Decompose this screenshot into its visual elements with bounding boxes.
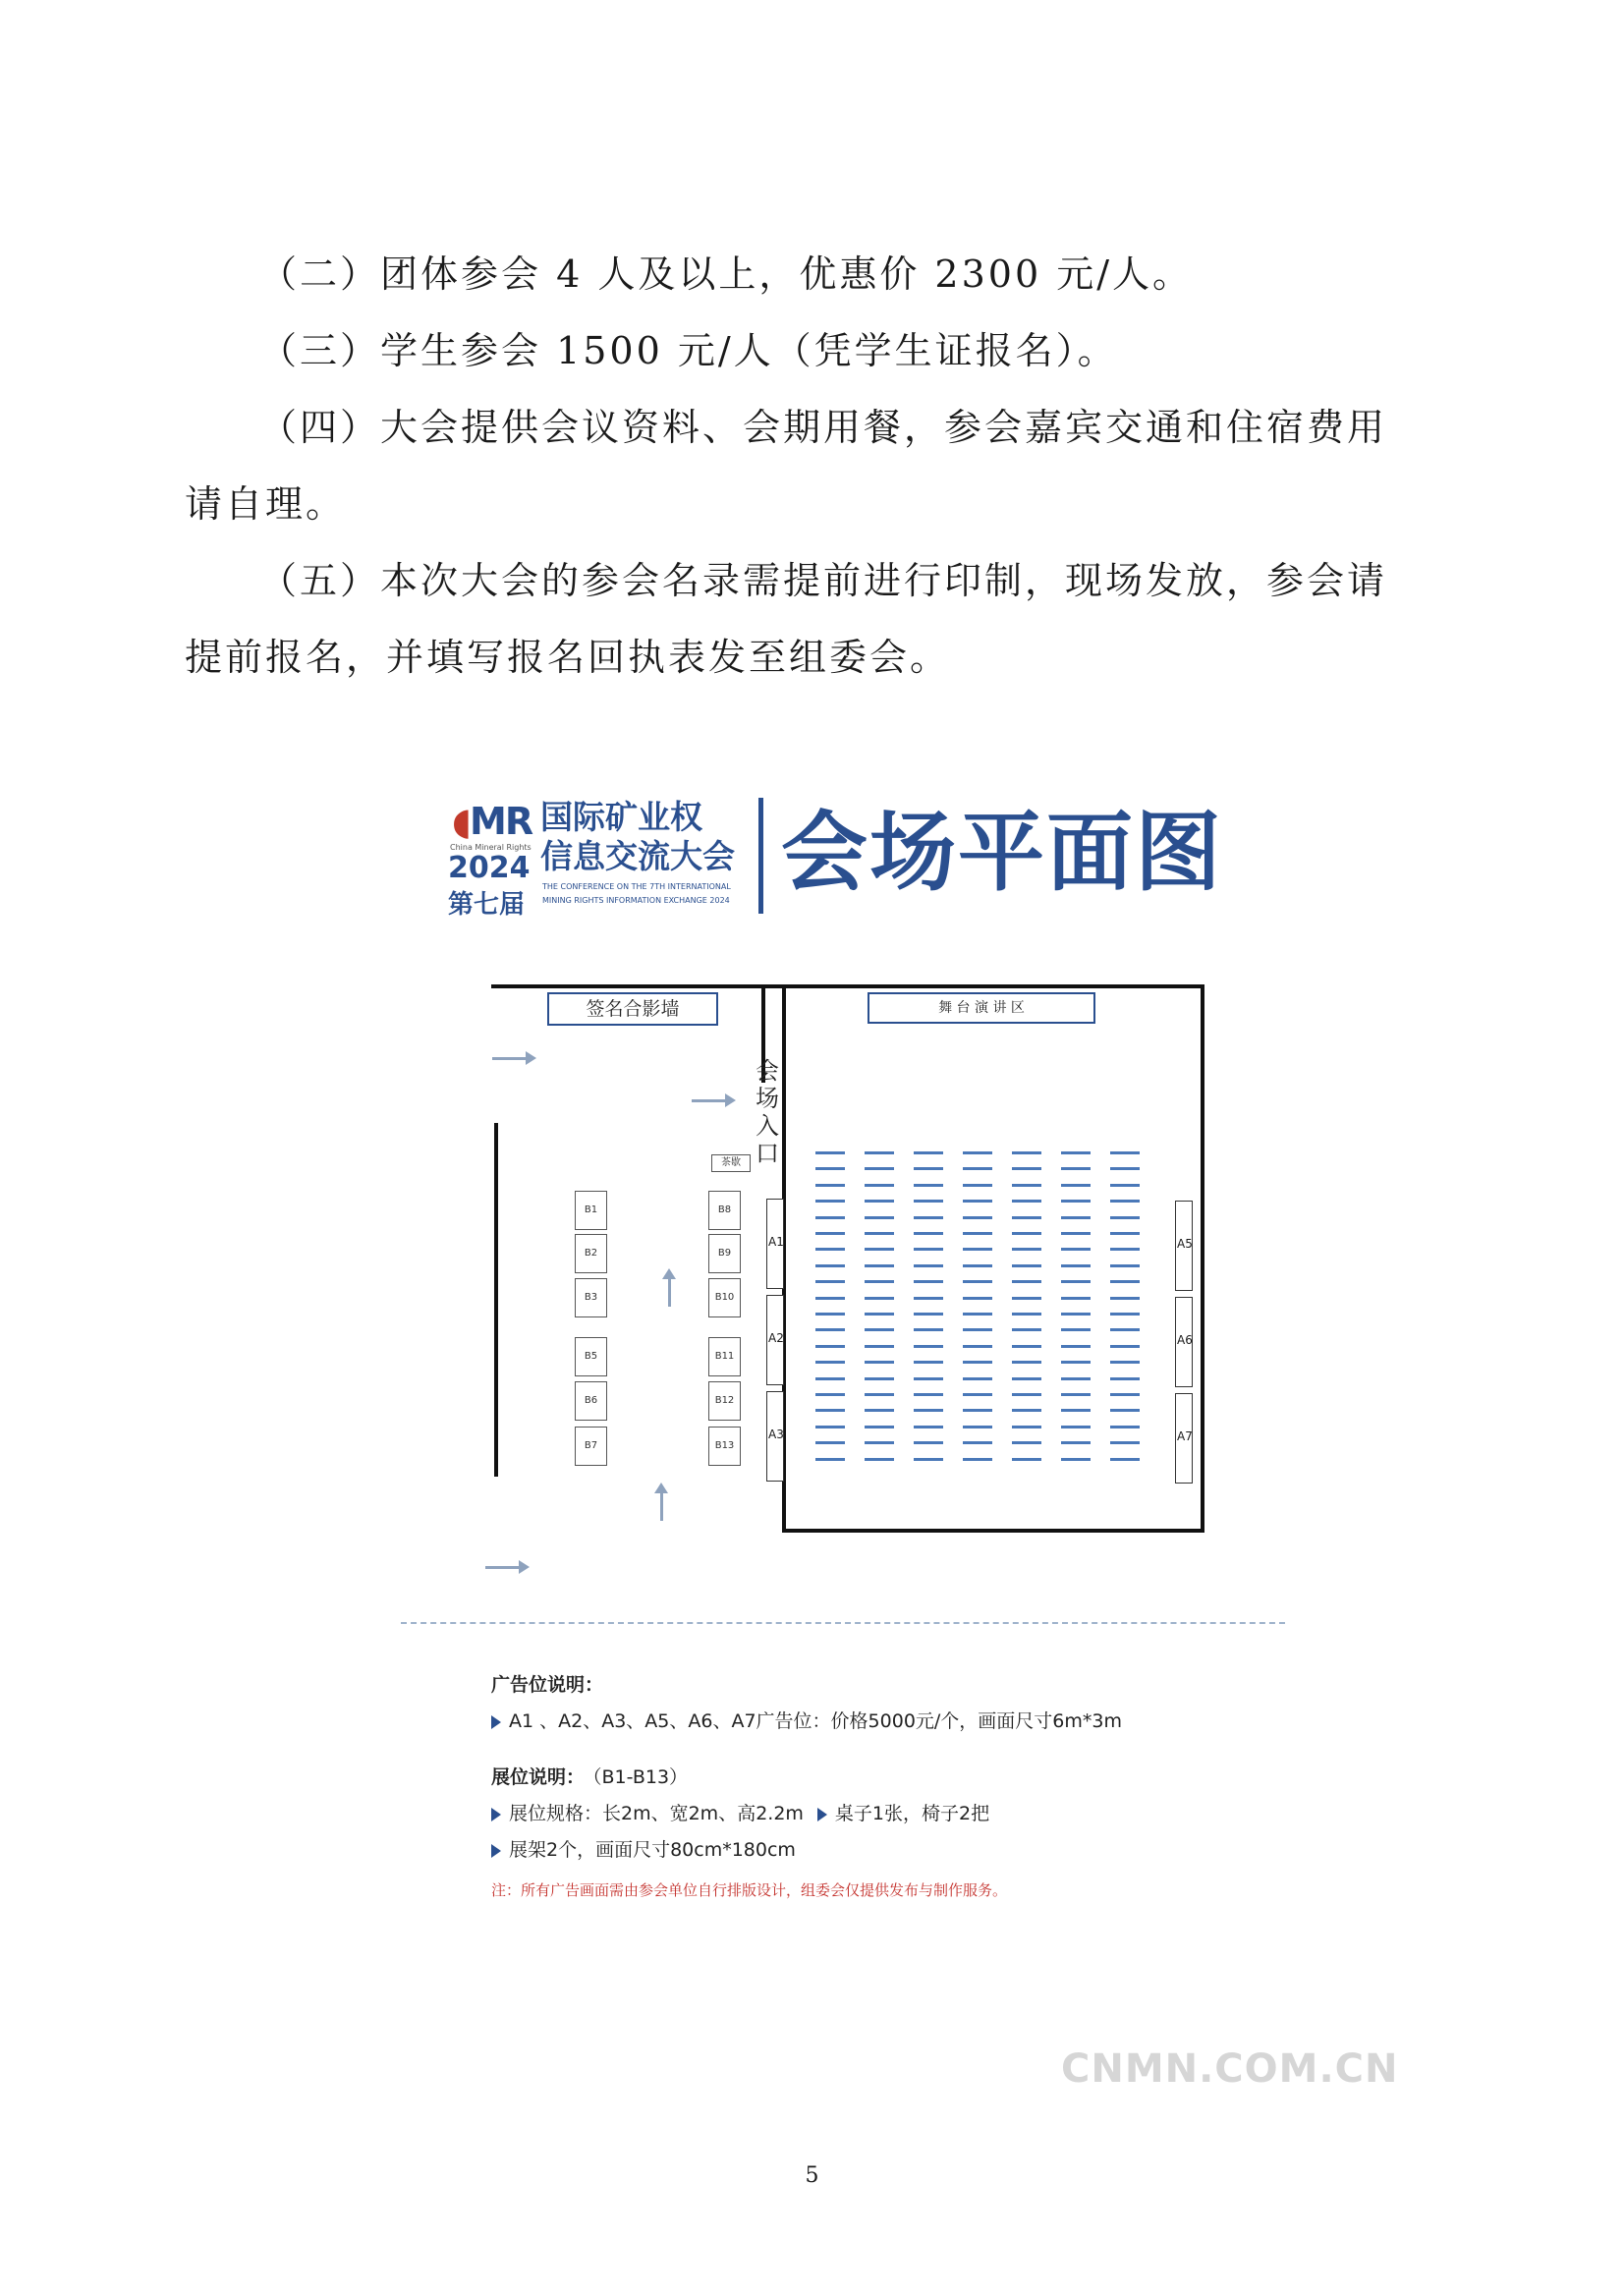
seat-row xyxy=(963,1232,992,1235)
paragraph-registration: （五）本次大会的参会名录需提前进行印制，现场发放，参会请提前报名，并填写报名回执表发至组委会。 xyxy=(185,559,1388,679)
floorplan-title: 会场平面图 xyxy=(781,802,1224,903)
seat-row xyxy=(963,1280,992,1283)
seat-row xyxy=(963,1184,992,1187)
seat-row xyxy=(914,1328,943,1331)
watermark: CNMN.COM.CN xyxy=(1061,2046,1399,2092)
entrance-label: 会场入口 xyxy=(756,1057,779,1167)
seat-row xyxy=(1061,1361,1091,1364)
seat-row xyxy=(963,1248,992,1251)
ad-panel-a7: A7 xyxy=(1175,1393,1193,1484)
seat-row xyxy=(914,1345,943,1348)
tea-break-label: 茶歇 xyxy=(711,1154,751,1172)
seat-row xyxy=(1061,1297,1091,1300)
seat-row xyxy=(963,1328,992,1331)
seat-row xyxy=(815,1248,845,1251)
seat-row xyxy=(815,1393,845,1396)
seat-row xyxy=(1061,1200,1091,1203)
seat-row xyxy=(1110,1393,1140,1396)
bullet-triangle-icon xyxy=(491,1808,501,1821)
conference-name: 国际矿业权 信息交流大会 xyxy=(540,798,735,875)
seat-row xyxy=(815,1232,845,1235)
booth-heading-row: 展位说明： （B1-B13） xyxy=(491,1766,689,1788)
seat-row xyxy=(865,1248,894,1251)
seat-row xyxy=(1110,1458,1140,1461)
seat-row xyxy=(865,1361,894,1364)
seat-row xyxy=(865,1216,894,1219)
seat-row xyxy=(914,1313,943,1316)
seat-row xyxy=(963,1200,992,1203)
seat-row xyxy=(1110,1184,1140,1187)
seat-row xyxy=(963,1426,992,1428)
seat-row xyxy=(914,1426,943,1428)
seat-row xyxy=(1012,1426,1041,1428)
seat-row xyxy=(815,1361,845,1364)
ad-panel-a1: A1 xyxy=(766,1199,784,1289)
remark-note: 注：所有广告画面需由参会单位自行排版设计，组委会仅提供发布与制作服务。 xyxy=(491,1881,1008,1899)
hall-wall-top xyxy=(782,984,1204,988)
logo-session: 第七届 xyxy=(448,890,526,920)
seat-row xyxy=(1110,1426,1140,1428)
seat-row xyxy=(914,1393,943,1396)
seat-row xyxy=(963,1393,992,1396)
seat-row xyxy=(865,1151,894,1154)
seat-row xyxy=(1012,1151,1041,1154)
seat-row xyxy=(1110,1313,1140,1316)
ad-panel-a2: A2 xyxy=(766,1295,784,1385)
seat-row xyxy=(963,1313,992,1316)
seat-row xyxy=(963,1216,992,1219)
seat-row xyxy=(865,1377,894,1380)
hall-wall-right xyxy=(1201,984,1204,1533)
seat-row xyxy=(914,1441,943,1444)
seat-row xyxy=(1012,1441,1041,1444)
ad-item: A1 、A2、A3、A5、A6、A7广告位：价格5000元/个，画面尺寸6m*3m xyxy=(491,1707,1277,1733)
seat-row xyxy=(1012,1458,1041,1461)
seat-row xyxy=(865,1167,894,1170)
seat-row xyxy=(865,1184,894,1187)
seat-row xyxy=(865,1297,894,1300)
wall-left xyxy=(494,1123,498,1477)
seat-row xyxy=(1061,1216,1091,1219)
wall-top-left xyxy=(491,984,786,988)
booth-spec-row: 展位规格：长2m、宽2m、高2.2m 桌子1张，椅子2把 xyxy=(491,1799,1277,1825)
seat-row xyxy=(914,1151,943,1154)
seat-row xyxy=(1012,1216,1041,1219)
seat-row xyxy=(1061,1458,1091,1461)
stage-label: 舞 台 演 讲 区 xyxy=(868,992,1095,1024)
seat-row xyxy=(914,1297,943,1300)
seat-row xyxy=(963,1377,992,1380)
seat-row xyxy=(815,1313,845,1316)
section-divider xyxy=(401,1622,1285,1624)
seat-row xyxy=(914,1216,943,1219)
seat-row xyxy=(1061,1393,1091,1396)
seat-row xyxy=(865,1200,894,1203)
seat-row xyxy=(1110,1377,1140,1380)
seat-row xyxy=(815,1151,845,1154)
logo-year: 2024 xyxy=(448,851,531,885)
booth-rack-row: 展架2个，画面尺寸80cm*180cm xyxy=(491,1835,1277,1862)
booth-b3: B3 xyxy=(575,1278,607,1317)
bullet-triangle-icon xyxy=(491,1844,501,1858)
seat-row xyxy=(815,1441,845,1444)
ad-heading: 广告位说明： xyxy=(491,1674,604,1696)
seat-row xyxy=(1110,1167,1140,1170)
booth-b11: B11 xyxy=(708,1337,741,1376)
seat-row xyxy=(1012,1345,1041,1348)
seat-row xyxy=(1110,1264,1140,1267)
seat-row xyxy=(1012,1167,1041,1170)
seat-row xyxy=(1110,1280,1140,1283)
seat-row xyxy=(963,1264,992,1267)
seat-row xyxy=(1061,1280,1091,1283)
seat-row xyxy=(815,1377,845,1380)
seat-row xyxy=(1012,1361,1041,1364)
seat-row xyxy=(1061,1184,1091,1187)
ad-panel-a6: A6 xyxy=(1175,1297,1193,1387)
header-divider xyxy=(758,798,763,914)
seat-row xyxy=(914,1232,943,1235)
seat-row xyxy=(815,1216,845,1219)
seat-row xyxy=(1061,1441,1091,1444)
seat-row xyxy=(1061,1377,1091,1380)
seat-row xyxy=(914,1200,943,1203)
booth-b8: B8 xyxy=(708,1191,741,1230)
paragraph-student-price: （三）学生参会 1500 元/人（凭学生证报名）。 xyxy=(259,329,1118,372)
seat-row xyxy=(815,1184,845,1187)
seat-row xyxy=(1012,1377,1041,1380)
seat-row xyxy=(1012,1184,1041,1187)
seat-row xyxy=(1110,1216,1140,1219)
seat-row xyxy=(1110,1441,1140,1444)
page-number: 5 xyxy=(805,2163,819,2188)
hall-wall-bottom xyxy=(782,1529,1204,1533)
arrow-up-icon xyxy=(668,1277,671,1307)
seat-row xyxy=(815,1297,845,1300)
booth-b5: B5 xyxy=(575,1337,607,1376)
seat-row xyxy=(914,1167,943,1170)
seat-row xyxy=(914,1280,943,1283)
paragraph-materials: （四）大会提供会议资料、会期用餐，参会嘉宾交通和住宿费用请自理。 xyxy=(185,406,1388,526)
conference-name-en: THE CONFERENCE ON THE 7TH INTERNATIONAL MINING RIGHTS INFORMATION EXCHANGE 2024 xyxy=(542,882,731,905)
seat-row xyxy=(815,1200,845,1203)
booth-b7: B7 xyxy=(575,1427,607,1466)
seat-row xyxy=(1061,1409,1091,1412)
ad-panel-a5: A5 xyxy=(1175,1201,1193,1291)
seat-row xyxy=(963,1458,992,1461)
seat-row xyxy=(1012,1328,1041,1331)
seat-row xyxy=(914,1377,943,1380)
seat-row xyxy=(963,1409,992,1412)
booth-b1: B1 xyxy=(575,1191,607,1230)
seat-row xyxy=(1110,1328,1140,1331)
logo-subtext: China Mineral Rights xyxy=(450,843,532,852)
seat-row xyxy=(914,1264,943,1267)
seat-row xyxy=(1110,1297,1140,1300)
seat-row xyxy=(1012,1409,1041,1412)
booth-b12: B12 xyxy=(708,1381,741,1421)
seat-row xyxy=(963,1167,992,1170)
seat-row xyxy=(815,1426,845,1428)
seat-row xyxy=(865,1458,894,1461)
seat-row xyxy=(1061,1328,1091,1331)
booth-b9: B9 xyxy=(708,1234,741,1273)
conference-logo: ◖MR xyxy=(452,800,532,843)
seat-row xyxy=(865,1393,894,1396)
seat-row xyxy=(865,1426,894,1428)
floorplan-header xyxy=(442,786,1238,924)
seat-row xyxy=(815,1458,845,1461)
seat-row xyxy=(1061,1426,1091,1428)
seat-row xyxy=(1061,1167,1091,1170)
seat-row xyxy=(1012,1280,1041,1283)
seat-row xyxy=(963,1361,992,1364)
seat-row xyxy=(963,1441,992,1444)
notes-section xyxy=(491,1670,1277,1900)
seat-row xyxy=(865,1264,894,1267)
seat-row xyxy=(865,1441,894,1444)
ad-panel-a3: A3 xyxy=(766,1391,784,1482)
seat-row xyxy=(1110,1409,1140,1412)
seat-row xyxy=(914,1361,943,1364)
seat-row xyxy=(1110,1345,1140,1348)
bullet-triangle-icon xyxy=(491,1715,501,1729)
seat-row xyxy=(914,1248,943,1251)
seat-row xyxy=(914,1184,943,1187)
arrow-right-icon xyxy=(492,1057,528,1060)
arrow-right-icon xyxy=(485,1566,521,1569)
arrow-up-icon xyxy=(660,1491,663,1521)
seat-row xyxy=(1012,1264,1041,1267)
seat-row xyxy=(865,1328,894,1331)
seat-row xyxy=(815,1264,845,1267)
seat-row xyxy=(815,1328,845,1331)
seat-row xyxy=(963,1151,992,1154)
seat-row xyxy=(815,1409,845,1412)
seat-row xyxy=(963,1345,992,1348)
seat-row xyxy=(1012,1248,1041,1251)
seat-row xyxy=(865,1313,894,1316)
seat-row xyxy=(1012,1313,1041,1316)
seat-row xyxy=(1061,1151,1091,1154)
seat-row xyxy=(1061,1248,1091,1251)
seat-row xyxy=(1110,1248,1140,1251)
seat-row xyxy=(815,1167,845,1170)
floor-plan xyxy=(481,973,1307,1592)
seat-row xyxy=(1061,1345,1091,1348)
booth-b10: B10 xyxy=(708,1278,741,1317)
seat-row xyxy=(963,1297,992,1300)
seat-row xyxy=(1012,1200,1041,1203)
seat-row xyxy=(1110,1361,1140,1364)
seat-row xyxy=(1110,1200,1140,1203)
seat-row xyxy=(914,1409,943,1412)
sign-wall-label: 签名合影墙 xyxy=(547,992,718,1026)
seat-row xyxy=(1110,1151,1140,1154)
seat-row xyxy=(1012,1232,1041,1235)
seat-row xyxy=(1012,1297,1041,1300)
seat-row xyxy=(865,1409,894,1412)
seat-row xyxy=(865,1232,894,1235)
booth-b13: B13 xyxy=(708,1427,741,1466)
booth-b6: B6 xyxy=(575,1381,607,1421)
seat-row xyxy=(865,1280,894,1283)
booth-b2: B2 xyxy=(575,1234,607,1273)
seat-row xyxy=(914,1458,943,1461)
seat-row xyxy=(1061,1264,1091,1267)
seat-row xyxy=(815,1345,845,1348)
seat-row xyxy=(1061,1313,1091,1316)
seat-row xyxy=(1061,1232,1091,1235)
seat-row xyxy=(815,1280,845,1283)
seat-row xyxy=(1012,1393,1041,1396)
seat-row xyxy=(865,1345,894,1348)
arrow-right-icon xyxy=(692,1099,727,1102)
seat-row xyxy=(1110,1232,1140,1235)
paragraph-group-price: （二）团体参会 4 人及以上，优惠价 2300 元/人。 xyxy=(259,252,1194,296)
bullet-triangle-icon xyxy=(817,1808,827,1821)
